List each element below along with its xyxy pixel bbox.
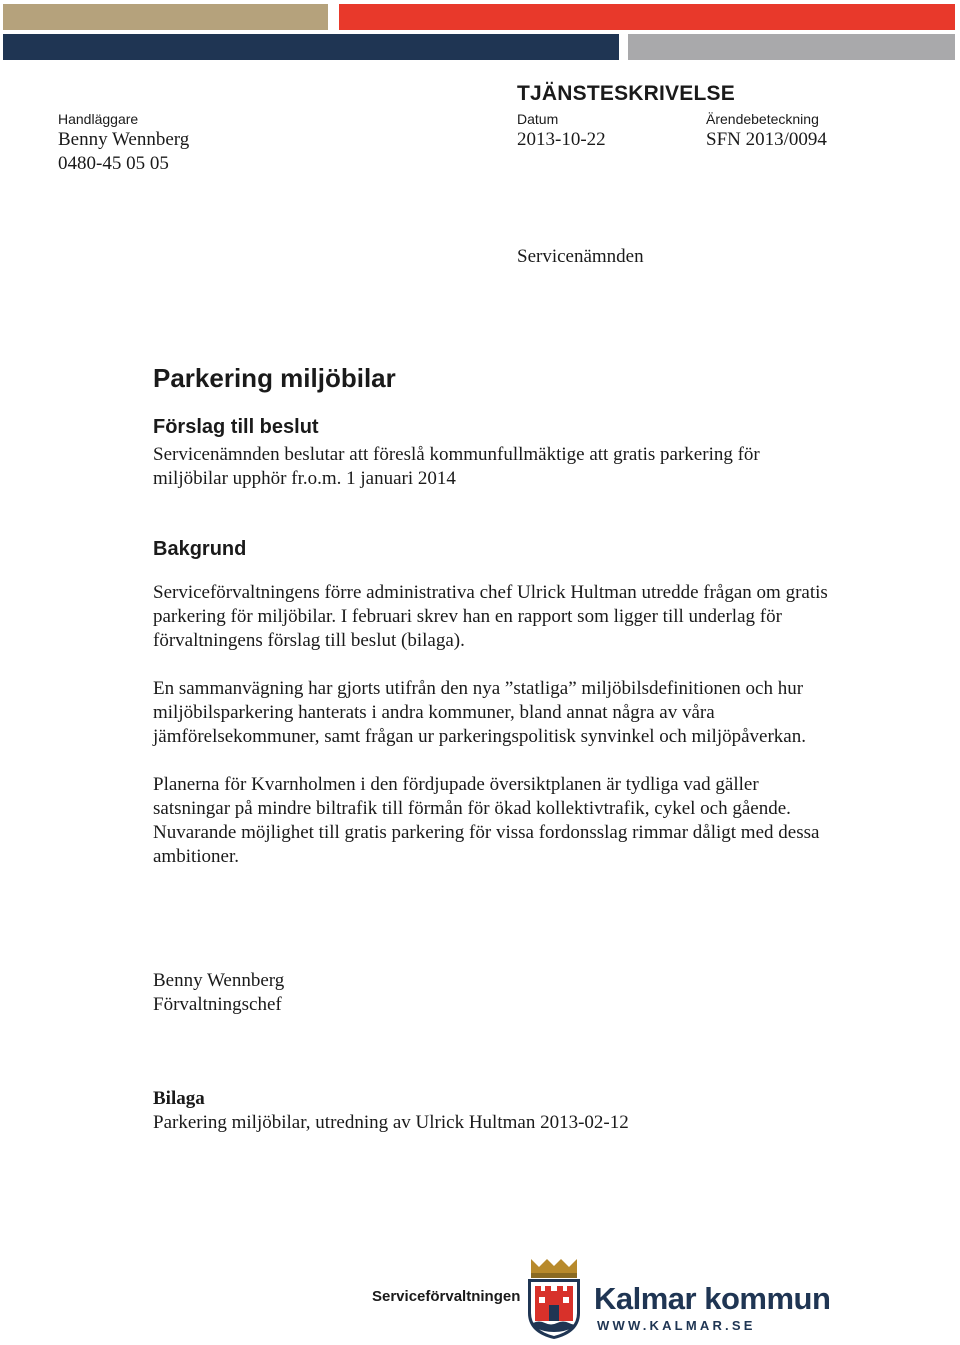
proposal-section — [153, 416, 833, 491]
arende-label: Ärendebeteckning — [706, 111, 819, 127]
header-bar-navy — [3, 34, 619, 60]
page-title: Parkering miljöbilar — [153, 363, 396, 393]
arende-value: SFN 2013/0094 — [706, 129, 827, 150]
signature-name: Benny Wennberg — [153, 970, 285, 991]
footer-org-name: Kalmar kommun — [594, 1281, 831, 1316]
datum-value: 2013-10-22 — [517, 129, 606, 150]
recipient: Servicenämnden — [517, 246, 644, 267]
background-heading: Bakgrund — [153, 538, 247, 560]
background-paragraph: Serviceförvaltningens förre administrativa chef Ulrick Hultman utredde frågan om gratis parkering för miljöbilar. I februari skrev han en rapport som ligger till underlag för förvaltningens förslag till beslut (bilaga). — [153, 582, 828, 651]
footer-website: WWW.KALMAR.SE — [597, 1318, 756, 1333]
signature-block — [153, 969, 833, 1017]
background-section — [153, 538, 833, 869]
background-paragraph: En sammanvägning har gjorts utifrån den nya ”statliga” miljöbilsdefinitionen och hur miljöbilsparkering hanterats i andra kommuner, bland annat några av våra jämförelsekommuner, samt frågan ur parkeringspolitisk synvinkel och miljöpåverkan. — [153, 678, 806, 747]
datum-label: Datum — [517, 111, 559, 127]
attachment-heading: Bilaga — [153, 1088, 205, 1109]
footer-department: Serviceförvaltningen — [372, 1288, 521, 1305]
handlaggare-phone: 0480-45 05 05 — [58, 153, 169, 174]
header-bar-tan — [3, 4, 328, 30]
handlaggare-name: Benny Wennberg — [58, 129, 190, 150]
attachment-text: Parkering miljöbilar, utredning av Ulrick Hultman 2013-02-12 — [153, 1112, 629, 1133]
header-bar-red — [339, 4, 955, 30]
kalmar-crest-icon — [525, 1257, 583, 1341]
proposal-heading: Förslag till beslut — [153, 416, 319, 438]
document-body — [153, 363, 833, 394]
background-paragraph: Planerna för Kvarnholmen i den fördjupade översiktplanen är tydliga vad gäller satsningar på mindre biltrafik till förmån för ökad kollektivtrafik, cykel och gående. Nuvarande möjlighet till gratis parkering för vissa fordonsslag rimmar dåligt med dessa ambitioner. — [153, 774, 820, 867]
proposal-text: Servicenämnden beslutar att föreslå kommunfullmäktige att gratis parkering för miljöbilar upphör fr.o.m. 1 januari 2014 — [153, 444, 760, 489]
header-bar-gray — [628, 34, 955, 60]
signature-title: Förvaltningschef — [153, 994, 282, 1015]
handlaggare-label: Handläggare — [58, 111, 139, 127]
document-type: TJÄNSTESKRIVELSE — [517, 82, 735, 105]
attachment-block — [153, 1087, 833, 1135]
